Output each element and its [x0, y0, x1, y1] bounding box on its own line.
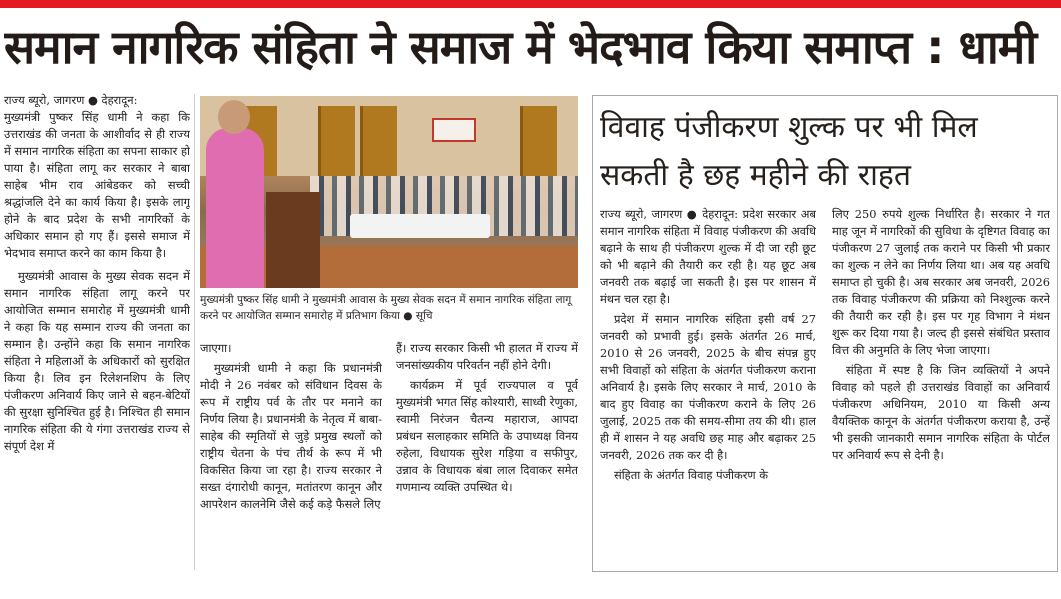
- speaker-figure: [206, 128, 264, 288]
- main-story-paragraph: कार्यक्रम में पूर्व राज्यपाल व पूर्व मुख्यमंत्री भगत सिंह कोश्यारी, साध्वी रेणुका, स्वामी निरंजन चैतन्य महाराज, आपदा प्रबंधन सलाहकार समिति के उपाध्यक्ष विनय रुहेला, विधायक सुरेश गड़िया व सफीपुर, उन्नाव के विधायक बंबा लाल दिवाकर समेत गणमान्य व्यक्ति उपस्थित थे।: [396, 378, 578, 494]
- main-story-paragraph: हैं। राज्य सरकार किसी भी हालत में राज्य में जनसांख्यकीय परिवर्तन नहीं होने देगी।: [396, 341, 578, 372]
- side-story-column-1: [600, 206, 816, 562]
- photo-caption: मुख्यमंत्री पुष्कर सिंह धामी ने मुख्यमंत्री आवास के मुख्य सेवक सदन में समान नागरिक संहिता लागू करने पर आयोजित सम्मान समारोह में प्रतिभाग किया ● सूचि: [200, 294, 572, 322]
- masthead-rule: [0, 0, 1061, 8]
- main-story-paragraph: जाएगा।: [200, 341, 232, 355]
- main-story-column-2: [200, 340, 382, 572]
- column-divider: [194, 94, 195, 570]
- main-story-paragraph: मुख्यमंत्री पुष्कर सिंह धामी ने कहा कि उत्तराखंड की जनता के आशीर्वाद से ही राज्य में समान नागरिक संहिता का सपना साकार हो पाया है। संहिता लागू कर सरकार ने बाबा साहेब भीम राव आंबेडकर को सच्ची श्रद्धांजलि देने का कार्य किया है। इसके लागू होने के बाद प्रदेश के सभी नागरिकों के अधिकार समान हो गए हैं। इससे समाज में भेदभाव समाप्त करने का काम किया है।: [4, 110, 190, 260]
- side-story-paragraph: लिए 250 रुपये शुल्क निर्धारित है। सरकार ने गत माह जून में नागरिकों की सुविधा के दृष्टिगत विवाह का पंजीकरण 27 जुलाई तक कराने पर किसी भी प्रकार का शुल्क न लेने का निर्णय लिया था। अब यह अवधि समाप्त हो चुकी है। अब सरकार अब जनवरी, 2026 तक विवाह पंजीकरण की प्रक्रिया को निश्शुल्क करने की तैयारी कर रही है। इस पर गृह विभाग ने मंथन शुरू कर दिया गया है। जल्द ही इससे संबंधित प्रस्ताव वित्त की अनुमति के लिए भेजा जाएगा।: [832, 207, 1050, 357]
- main-story-paragraph: मुख्यमंत्री धामी ने कहा कि प्रधानमंत्री मोदी ने 26 नवंबर को संविधान दिवस के रूप में राष्ट्रीय पर्व के तौर पर मनाने का निर्णय लिया है। प्रधानमंत्री के नेतृत्व में बाबा-साहेब की स्मृतियों से जुड़े प्रमुख स्थलों को राष्ट्रीय चेतना के पंच तीर्थ के रूप में भी विकसित किया जा रहा है। राज्य सरकार ने सख्त दंगारोधी कानून, मतांतरण कानून और आपरेशन कालनेमि जैसे कई कड़े फैसले लिए: [200, 361, 382, 511]
- page-headline: समान नागरिक संहिता ने समाज में भेदभाव किया समाप्त : धामी: [4, 20, 1037, 74]
- side-story-byline: राज्य ब्यूरो, जागरण ● देहरादून:: [600, 207, 739, 221]
- main-story-column-3: [396, 340, 578, 572]
- side-story-column-2: [832, 206, 1050, 562]
- main-story-byline: राज्य ब्यूरो, जागरण ● देहरादून:: [4, 93, 138, 107]
- side-story-paragraph: संहिता के अंतर्गत विवाह पंजीकरण के: [614, 468, 768, 482]
- main-story-paragraph: मुख्यमंत्री आवास के मुख्य सेवक सदन में समान नागरिक संहिता लागू करने पर आयोजित सम्मान समारोह में मुख्यमंत्री धामी ने कहा कि यह सम्मान राज्य की जनता का सम्मान है। उन्होंने कहा कि समान नागरिक संहिता ने महिलाओं के अधिकारों को सुरक्षित किया है। लिव इन रिलेशनशिप के लिए पंजीकरण अनिवार्य किए जाने से बहन-बेटियों की सुरक्षा सुनिश्चित हुई है। निश्चित ही समान नागरिक संहिता की ये गंगा उत्तराखंड राज्य से संपूर्ण देश में: [4, 269, 190, 453]
- side-story-paragraph: संहिता में स्पष्ट है कि जिन व्यक्तियों ने अपने विवाह को पहले ही उत्तराखंड विवाहों का अनिवार्य पंजीकरण अधिनियम, 2010 या किसी अन्य वैयक्तिक कानून के अंतर्गत पंजीकरण कराया है, उन्हें भी इसकी जानकारी समान नागरिक संहिता के पोर्टल पर अनिवार्य रूप से देनी है।: [832, 363, 1050, 462]
- stage-banner: [432, 118, 476, 142]
- podium: [266, 192, 320, 288]
- side-story-headline: विवाह पंजीकरण शुल्क पर भी मिल सकती है छह महीने की राहत: [600, 110, 978, 193]
- side-story-paragraph: प्रदेश में समान नागरिक संहिता इसी वर्ष 27 जनवरी को प्रभावी हुई। इसके अंतर्गत 26 मार्च, 2010 से 26 जनवरी, 2025 के बीच संपन्न हुए सभी विवाहों को संहिता के अंतर्गत पंजीकरण कराना अनिवार्य है। इसके लिए सरकार ने मार्च, 2010 के बाद हुए विवाह का पंजीकरण कराने के लिए 26 जुलाई, 2025 तक की समय-सीमा तय की थी। हाल ही में शासन ने यह अवधि छह माह और बढ़ाकर 25 जनवरी, 2026 तक कर दी है।: [600, 312, 816, 462]
- side-story-paragraph: राज्य ब्यूरो, जागरण ● देहरादून: प्रदेश सरकार अब समान नागरिक संहिता में विवाह पंजीकरण की अवधि बढ़ाने के साथ ही पंजीकरण शुल्क में दी जा रही छूट को भी बढ़ाने की तैयारी कर रही है। यह छूट अब जनवरी तक बढ़ाई जा सकती है। इस पर शासन में मंथन चल रहा है।: [600, 207, 816, 306]
- event-photo: [200, 96, 578, 288]
- main-story-column-1: [4, 92, 190, 572]
